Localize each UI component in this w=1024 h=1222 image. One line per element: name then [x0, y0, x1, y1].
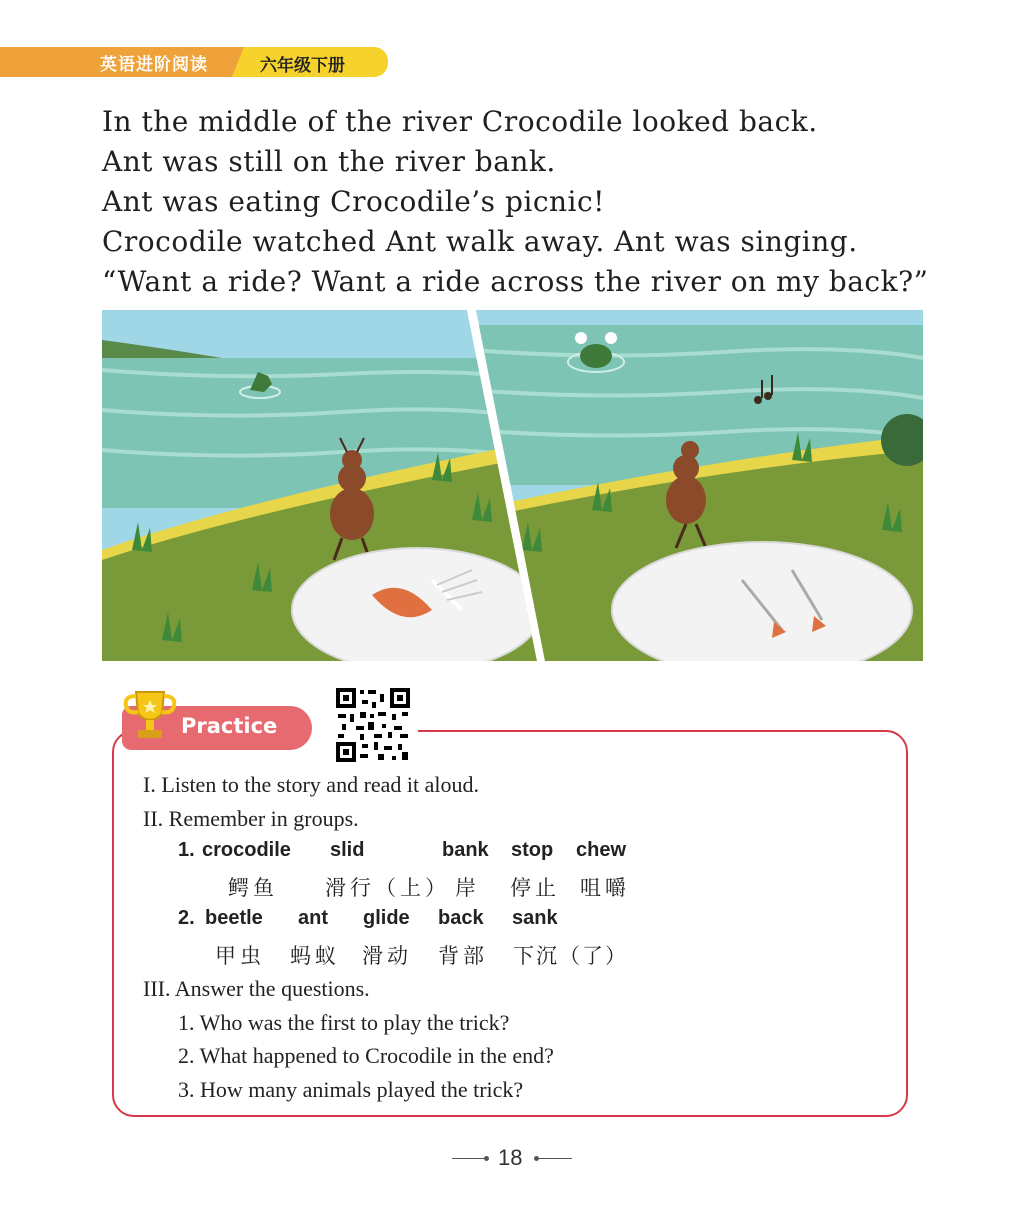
vocab-translation: 滑行（上）: [325, 876, 450, 900]
vocab-word: chew: [576, 839, 627, 861]
vocab-translation: 下沉（了）: [513, 944, 628, 968]
right-panel: [472, 310, 923, 661]
question-item: 3. How many animals played the trick?: [178, 1077, 524, 1102]
vocab-translation: 咀嚼: [580, 876, 630, 900]
story-line: “Want a ride? Want a ride across the river on my back?”: [102, 265, 929, 298]
story-line: In the middle of the river Crocodile looked back.: [102, 105, 818, 138]
practice-section-3: III. Answer the questions.: [143, 976, 370, 1001]
vocab-word: sank: [512, 907, 558, 929]
story-line: Crocodile watched Ant walk away. Ant was singing.: [102, 225, 858, 258]
vocab-word: glide: [363, 907, 410, 929]
vocab-group2-number: 2.: [178, 907, 195, 929]
vocab-translation: 滑动: [362, 944, 412, 968]
vocab-translation: 岸: [455, 876, 476, 900]
vocab-word: crocodile: [202, 839, 291, 861]
vocab-group1-number: 1.: [178, 839, 195, 861]
header-grade-label: 六年级下册: [260, 56, 345, 76]
story-text: [102, 102, 962, 302]
vocab-word: stop: [511, 839, 554, 861]
header-series-title: 英语进阶阅读: [100, 55, 208, 75]
page-number-rule-right: [538, 1158, 572, 1159]
vocab-translation: 鳄鱼: [228, 876, 278, 900]
vocab-translation: 停止: [510, 876, 560, 900]
vocab-word: bank: [442, 839, 489, 861]
vocab-translation: 背部: [438, 944, 488, 968]
story-line: Ant was eating Crocodile’s picnic!: [102, 185, 605, 218]
page-number-dot-left: [484, 1156, 489, 1161]
page-number-rule-left: [452, 1158, 486, 1159]
practice-title: Practice: [181, 714, 278, 738]
page-number: 18: [498, 1145, 523, 1170]
vocab-word: beetle: [205, 907, 263, 929]
practice-section-1: I. Listen to the story and read it aloud.: [143, 772, 480, 797]
vocab-word: ant: [298, 907, 328, 929]
vocab-word: back: [438, 907, 484, 929]
question-item: 2. What happened to Crocodile in the end?: [178, 1043, 554, 1068]
left-panel: [102, 310, 542, 661]
question-item: 1. Who was the first to play the trick?: [178, 1010, 510, 1035]
qr-code[interactable]: [334, 686, 412, 764]
vocab-word: slid: [330, 839, 365, 861]
story-line: Ant was still on the river bank.: [102, 145, 556, 178]
trophy-icon: [118, 684, 182, 748]
vocab-translation: 蚂蚁: [290, 944, 340, 968]
story-illustration: [102, 310, 923, 661]
practice-section-2: II. Remember in groups.: [143, 806, 359, 831]
vocab-translation: 甲虫: [215, 944, 265, 968]
